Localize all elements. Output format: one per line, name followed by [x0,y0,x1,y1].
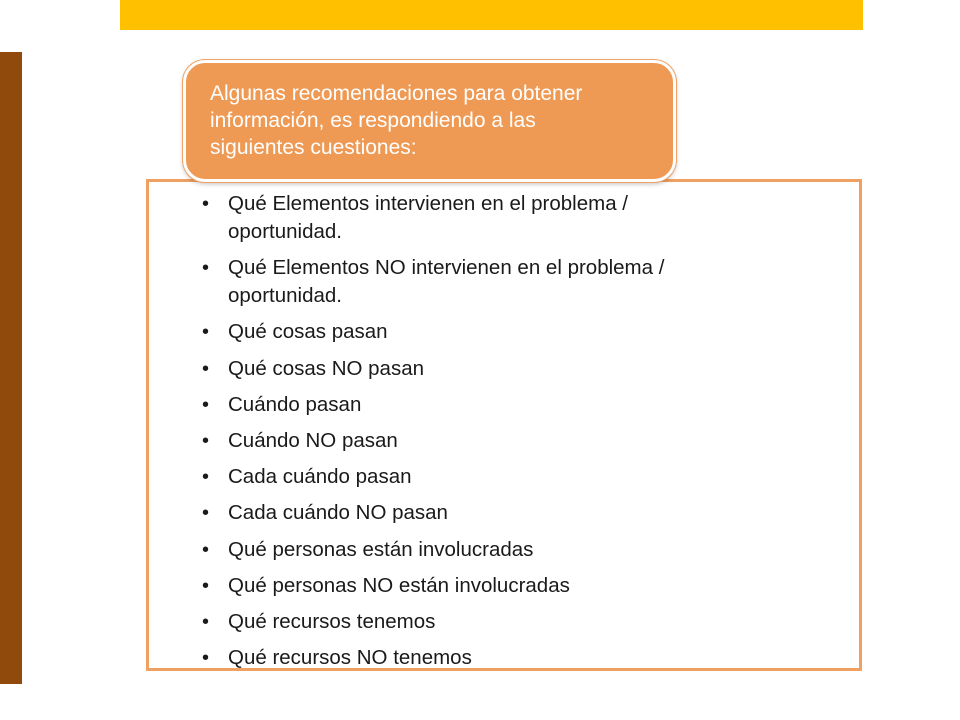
bullet-icon: • [202,321,210,344]
list-item-text: Qué cosas NO pasan [228,356,424,380]
list-item-text: Qué recursos NO tenemos [228,646,472,670]
top-accent-band [120,0,863,30]
bullet-icon: • [202,257,210,280]
list-item-text: Qué Elementos NO intervienen en el problema / oportunidad. [228,256,665,308]
list-item [200,355,840,383]
left-accent-bar [0,52,22,684]
bullet-icon: • [202,393,210,416]
bullet-icon: • [202,502,210,525]
recommendation-list [200,190,840,680]
list-item-text: Qué recursos tenemos [228,609,436,633]
list-item [200,254,840,310]
header-text: Algunas recomendaciones para obtener información, es respondiendo a las siguientes cuestiones: [210,82,583,159]
bullet-icon: • [202,357,210,380]
list-item-text: Qué personas están involucradas [228,537,534,561]
bullet-icon: • [202,574,210,597]
list-item [200,572,840,600]
list-item [200,391,840,419]
list-item-text: Cuándo pasan [228,392,362,416]
bullet-icon: • [202,647,210,670]
list-item-text: Cada cuándo NO pasan [228,501,448,525]
list-item-text: Qué Elementos intervienen en el problema / oportunidad. [228,192,628,243]
bullet-icon: • [202,193,210,215]
list-item-text: Cuándo NO pasan [228,428,398,452]
list-item [200,318,840,346]
list-item [200,463,840,491]
bullet-icon: • [202,466,210,489]
list-item [200,644,840,672]
bullet-icon: • [202,538,210,561]
list-item-text: Qué cosas pasan [228,320,388,344]
list-item-text: Cada cuándo pasan [228,465,412,489]
list-item [200,190,840,246]
list-item [200,427,840,455]
bullet-icon: • [202,429,210,452]
list-item-text: Qué personas NO están involucradas [228,573,570,597]
list-item [200,536,840,564]
header-box [183,60,676,182]
list-item [200,499,840,527]
list-item [200,608,840,636]
bullet-icon: • [202,610,210,633]
